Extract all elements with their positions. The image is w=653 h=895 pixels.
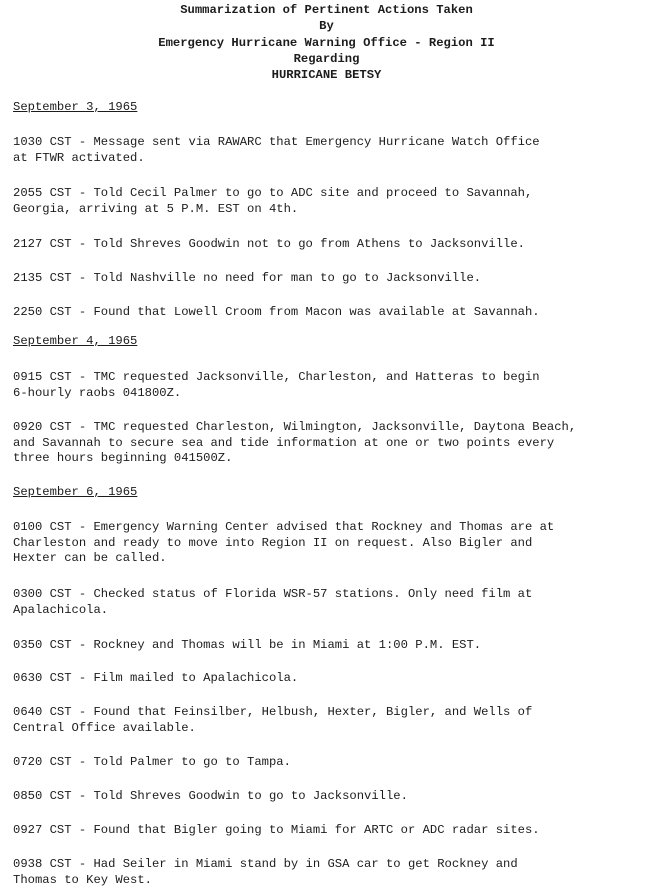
- header-title: Summarization of Pertinent Actions Taken: [180, 3, 473, 17]
- entry-line: Central Office available.: [13, 720, 196, 735]
- log-entry: [13, 638, 653, 654]
- entry-line: 0850 CST - Told Shreves Goodwin to go to Jacksonville.: [13, 789, 408, 803]
- entry-line: three hours beginning 041500Z.: [13, 451, 233, 465]
- entry-line: 0915 CST - TMC requested Jacksonville, Charleston, and Hatteras to begin: [13, 370, 540, 384]
- entry-line: Charleston and ready to move into Region II on request. Also Bigler and: [13, 535, 533, 550]
- entry-line: Hexter can be called.: [13, 551, 167, 565]
- section-date: September 3, 1965: [13, 100, 138, 114]
- header-regarding: Regarding: [293, 52, 360, 66]
- entry-line: Apalachicola.: [13, 602, 109, 617]
- entry-line: at FTWR activated.: [13, 150, 145, 165]
- entry-line: 2135 CST - Told Nashville no need for man to go to Jacksonville.: [13, 271, 482, 285]
- log-entry: [13, 305, 653, 321]
- log-entry: [13, 671, 653, 687]
- log-entry: [13, 823, 653, 839]
- log-entry: [13, 587, 653, 618]
- log-entry: [13, 789, 653, 805]
- entry-line: 1030 CST - Message sent via RAWARC that Emergency Hurricane Watch Office: [13, 135, 540, 149]
- entry-line: 0640 CST - Found that Feinsilber, Helbush, Hexter, Bigler, and Wells of: [13, 705, 533, 719]
- entry-line: 2127 CST - Told Shreves Goodwin not to go from Athens to Jacksonville.: [13, 237, 525, 251]
- log-entry: [13, 857, 653, 888]
- entry-line: 0920 CST - TMC requested Charleston, Wilmington, Jacksonville, Daytona Beach,: [13, 420, 577, 434]
- entry-line: 0350 CST - Rockney and Thomas will be in Miami at 1:00 P.M. EST.: [13, 638, 482, 652]
- section-date: September 6, 1965: [13, 485, 138, 499]
- log-entry: [13, 755, 653, 771]
- log-entry: [13, 237, 653, 253]
- section-date: September 4, 1965: [13, 334, 138, 348]
- log-entry: [13, 135, 653, 166]
- entry-line: 0927 CST - Found that Bigler going to Miami for ARTC or ADC radar sites.: [13, 823, 540, 837]
- log-entry: [13, 705, 653, 736]
- entry-line: Georgia, arriving at 5 P.M. EST on 4th.: [13, 201, 299, 216]
- entry-line: 0630 CST - Film mailed to Apalachicola.: [13, 671, 299, 685]
- entry-line: 0100 CST - Emergency Warning Center advised that Rockney and Thomas are at: [13, 520, 555, 534]
- log-entry: [13, 186, 653, 217]
- entry-line: and Savannah to secure sea and tide information at one or two points every: [13, 435, 555, 450]
- entry-line: 0938 CST - Had Seiler in Miami stand by in GSA car to get Rockney and: [13, 857, 518, 871]
- entry-line: 2055 CST - Told Cecil Palmer to go to ADC site and proceed to Savannah,: [13, 186, 533, 200]
- header-office: Emergency Hurricane Warning Office - Region II: [158, 36, 495, 50]
- entry-line: 2250 CST - Found that Lowell Croom from Macon was available at Savannah.: [13, 305, 540, 319]
- log-entry: [13, 271, 653, 287]
- entry-line: Thomas to Key West.: [13, 872, 152, 887]
- entry-line: 0300 CST - Checked status of Florida WSR-57 stations. Only need film at: [13, 587, 533, 601]
- header-hurricane-name: HURRICANE BETSY: [271, 68, 382, 82]
- log-entry: [13, 520, 653, 567]
- log-entry: [13, 370, 653, 401]
- header-by: By: [319, 19, 334, 33]
- entry-line: 0720 CST - Told Palmer to go to Tampa.: [13, 755, 291, 769]
- log-entry: [13, 420, 653, 467]
- entry-line: 6-hourly raobs 041800Z.: [13, 385, 182, 400]
